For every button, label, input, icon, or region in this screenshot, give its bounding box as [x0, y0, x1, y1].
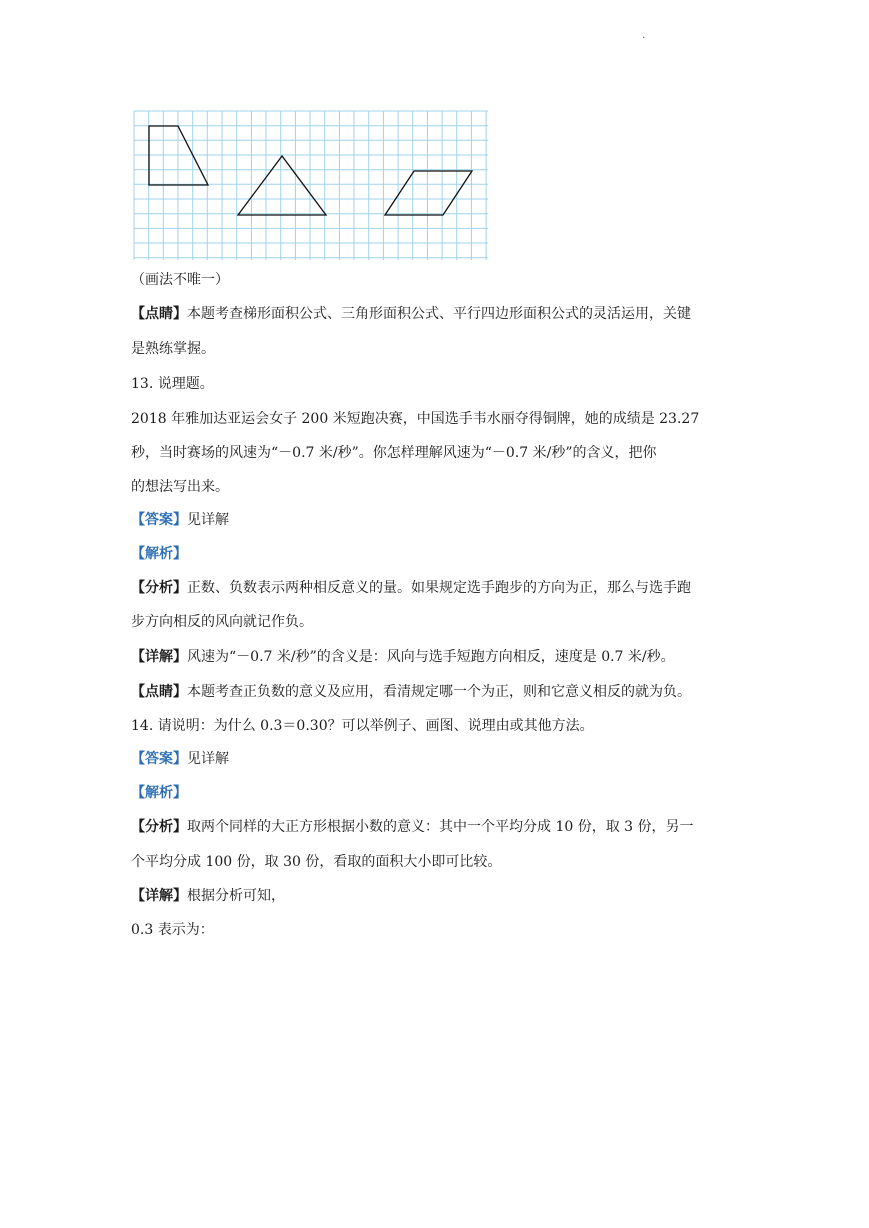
q13-answer: 【答案】见详解 — [131, 512, 229, 528]
q13-title: 13. 说理题。 — [131, 376, 214, 392]
q13-stem-line3: 的想法写出来。 — [131, 479, 229, 495]
q14-answer: 【答案】见详解 — [131, 751, 229, 767]
q13-analysis-tag: 【解析】 — [131, 546, 187, 562]
q14-analysis-tag: 【解析】 — [131, 785, 187, 801]
q13-fenxi-line2: 步方向相反的风向就记作负。 — [131, 614, 313, 630]
q12-point-line1: 【点睛】本题考查梯形面积公式、三角形面积公式、平行四边形面积公式的灵活运用，关键 — [131, 306, 691, 322]
fenxi-tag: 【分析】 — [131, 819, 187, 835]
q14-represent: 0.3 表示为： — [131, 922, 214, 938]
shape-grid-figure — [133, 110, 489, 261]
answer-tag: 【答案】 — [131, 751, 187, 767]
q13-stem-line2: 秒，当时赛场的风速为“－0.7 米/秒”。你怎样理解风速为“－0.7 米/秒”的含义，把你 — [131, 445, 657, 461]
q14-fenxi-line2: 个平均分成 100 份，取 30 份，看取的面积大小即可比较。 — [131, 854, 502, 870]
fenxi-tag: 【分析】 — [131, 580, 187, 596]
q14-fenxi-line1: 【分析】取两个同样的大正方形根据小数的意义：其中一个平均分成 10 份，取 3 份，另一 — [131, 819, 694, 835]
header-mark: . — [642, 30, 646, 41]
q14-title: 14. 请说明：为什么 0.3＝0.30？可以举例子、画图、说理由或其他方法。 — [131, 718, 594, 734]
point-tag: 【点睛】 — [131, 306, 187, 322]
q12-point-line2: 是熟练掌握。 — [131, 341, 215, 357]
dianjing-tag: 【点睛】 — [131, 684, 187, 700]
answer-tag: 【答案】 — [131, 512, 187, 528]
q13-dianjing: 【点睛】本题考查正负数的意义及应用，看清规定哪一个为正，则和它意义相反的就为负。 — [131, 684, 691, 700]
q14-xiangjie: 【详解】根据分析可知， — [131, 888, 285, 904]
drawing-note: （画法不唯一） — [131, 272, 229, 288]
q13-fenxi-line1: 【分析】正数、负数表示两种相反意义的量。如果规定选手跑步的方向为正，那么与选手跑 — [131, 580, 691, 596]
xiangjie-tag: 【详解】 — [131, 649, 187, 665]
xiangjie-tag: 【详解】 — [131, 888, 187, 904]
q13-xiangjie: 【详解】风速为“－0.7 米/秒”的含义是：风向与选手短跑方向相反，速度是 0.7 米/秒。 — [131, 649, 675, 665]
q13-stem-line1: 2018 年雅加达亚运会女子 200 米短跑决赛，中国选手韦水丽夺得铜牌，她的成绩是 23.27 — [131, 411, 700, 427]
